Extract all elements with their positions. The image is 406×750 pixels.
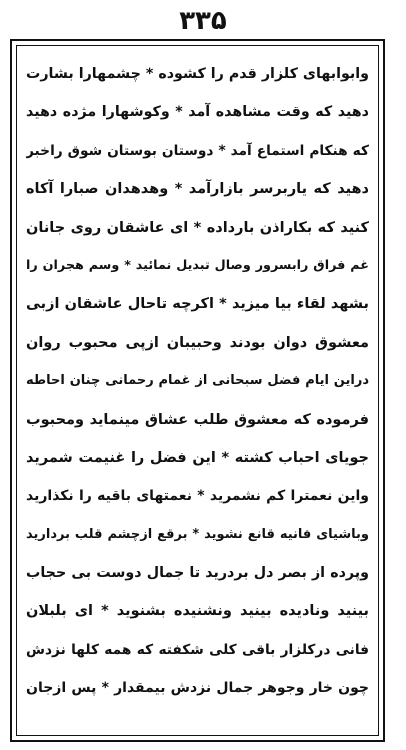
text-line: معشوق دوان بودند وحبیبان ازپی محبوب روان <box>26 334 369 351</box>
text-body <box>26 55 369 708</box>
text-line: دهید که وقت مشاهده آمد * وکوشهارا مژده دهید <box>26 104 369 121</box>
text-line: وپرده از بصر دل بردرید تا جمال دوست بی حجاب <box>26 565 369 582</box>
text-line: فانی درکلزار باقی کلی شکفته که همه کلها نزدش <box>26 641 369 658</box>
text-line: جویای احباب کشته * این فضل را غنیمت شمرید <box>26 449 369 466</box>
text-line: واین نعمترا کم نشمرید * نعمتهای باقیه را نکذارید <box>26 488 369 505</box>
text-line: غم فراق رابسرور وصال تبدیل نمائید * وسم هجران را <box>26 257 369 273</box>
text-line: فرموده که معشوق طلب عشاق مینماید ومحبوب <box>26 411 369 428</box>
text-line: که هنکام استماع آمد * دوستان بوستان شوق راخبر <box>26 142 369 159</box>
text-line: وابوابهای کلزار قدم را کشوده * چشمهارا بشارت <box>26 66 369 82</box>
text-line: بینید ونادیده بینید ونشنیده بشنوید * ای بلبلان <box>26 603 369 620</box>
text-line: بشهد لقاء بیا میزید * اکرچه تاحال عاشقان ازبی <box>26 296 369 313</box>
text-line: کنید که بکاراذن بارداده * ای عاشقان روی جانان <box>26 219 369 236</box>
text-line: دراین ایام فضل سبحانی از غمام رحمانی چنان احاطه <box>26 373 369 389</box>
text-line: دهید که یاربرسر بازارآمد * وهدهدان صبارا آکاه <box>26 181 369 198</box>
text-line: وباشیای فانیه قانع نشوید * برقع ازچشم قلب بردارید <box>26 526 369 542</box>
page-number: ۳۳۵ <box>179 6 227 36</box>
text-line: چون خار وجوهر جمال نزدش بیمقدار * پس ازجان <box>26 680 369 697</box>
page-border <box>10 39 385 742</box>
